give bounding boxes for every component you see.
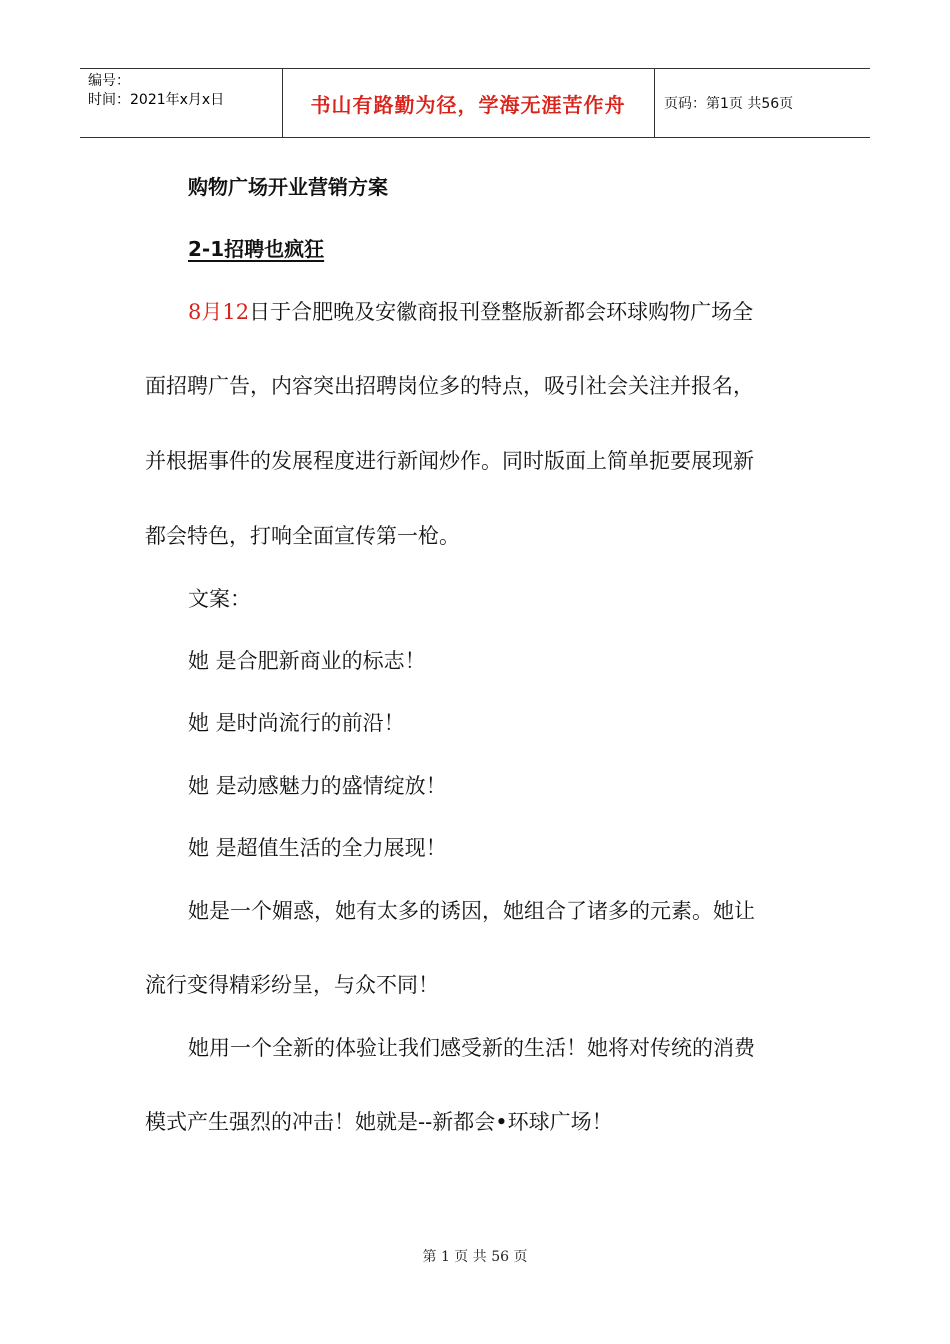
paragraph-text: 日于合肥晚及安徽商报刊登整版新都会环球购物广场全 (249, 300, 754, 324)
slogan-line: 她 是动感魅力的盛情绽放！ (188, 774, 447, 798)
paragraph-line: 模式产生强烈的冲击！她就是--新都会•环球广场！ (145, 1110, 613, 1134)
copy-label: 文案： (188, 587, 251, 611)
page-footer: 第 1 页 共 56 页 (422, 1249, 528, 1265)
header-meta (88, 72, 224, 110)
header-page-info: 页码：第1页 共56页 (664, 96, 794, 112)
date-day: 12 (222, 300, 250, 324)
header-motto-cell (282, 69, 654, 137)
document-header (80, 68, 870, 138)
time-label: 时间：2021年x月x日 (88, 92, 225, 108)
slogan-line: 她 是合肥新商业的标志！ (188, 649, 426, 673)
paragraph-line (188, 296, 753, 326)
number-label: 编号： (88, 73, 130, 89)
header-divider (654, 69, 655, 137)
slogan-line: 她 是超值生活的全力展现！ (188, 836, 447, 860)
section-heading: 2-1招聘也疯狂 (188, 237, 325, 261)
slogan-line: 她 是时尚流行的前沿！ (188, 711, 405, 735)
paragraph-line: 都会特色，打响全面宣传第一枪。 (145, 524, 460, 548)
header-motto: 书山有路勤为径，学海无涯苦作舟 (310, 92, 626, 117)
paragraph-line: 并根据事件的发展程度进行新闻炒作。同时版面上简单扼要展现新 (145, 449, 754, 473)
paragraph-line: 面招聘广告，内容突出招聘岗位多的特点，吸引社会关注并报名， (145, 374, 754, 398)
paragraph-line: 流行变得精彩纷呈，与众不同！ (145, 973, 439, 997)
paragraph-line: 她是一个媚惑，她有太多的诱因，她组合了诸多的元素。她让 (188, 899, 755, 923)
paragraph-line: 她用一个全新的体验让我们感受新的生活！她将对传统的消费 (188, 1036, 755, 1060)
document-title: 购物广场开业营销方案 (188, 175, 388, 199)
date-month: 8月 (188, 300, 223, 324)
